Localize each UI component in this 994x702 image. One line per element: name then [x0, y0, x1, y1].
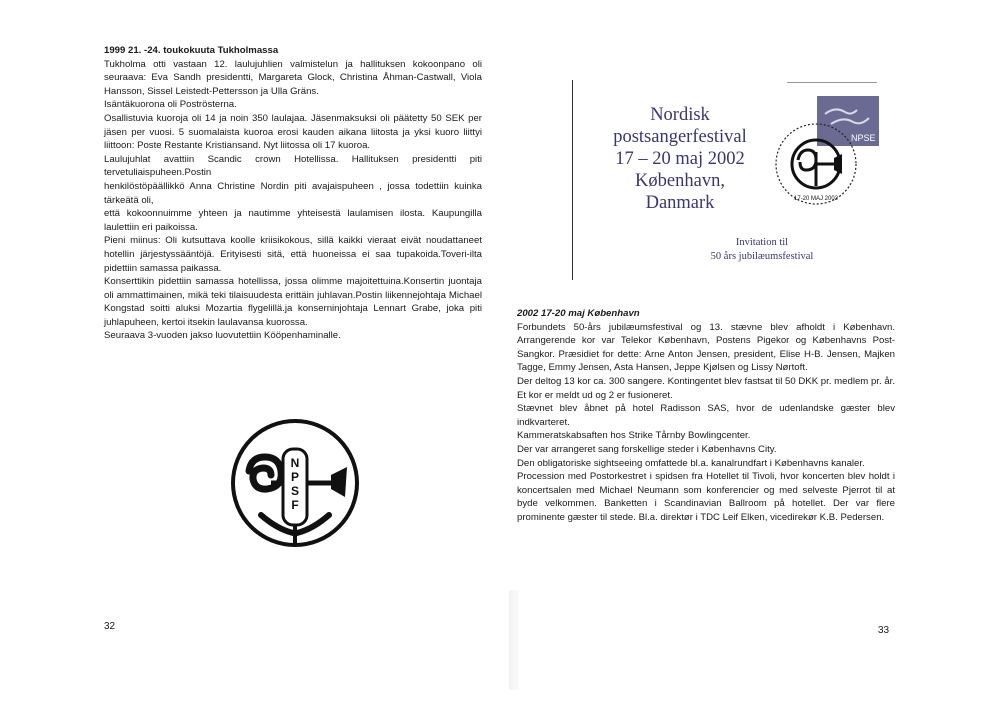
logo-letter: N [290, 456, 300, 470]
section-heading-1999: 1999 21. -24. toukokuuta Tukholmassa [104, 45, 279, 56]
paragraph: Tukholma otti vastaan 12. laulujuhlien valmistelun ja hallituksen kokoonpano oli seuraava: Eva Sandh presidentti, Margareta Glock, Christina Åhman-Castwall, Viola Hansson, Sissel Leistedt-Pettersson ja Ulla Gräns. [104, 58, 482, 97]
right-page [497, 0, 994, 702]
invitation-card [572, 80, 893, 280]
card-top-line [787, 82, 877, 83]
paragraph: Kammeratskabsaften hos Strike Tårnby Bowlingcenter. [517, 430, 751, 442]
stamp-text: NPSE [851, 133, 876, 143]
paragraph: Isäntäkuorona oli Poströsterna. [104, 99, 237, 111]
paragraph: että kokoonnuimme yhteen ja nautimme yhteisestä laulamisen ilosta. Kaupungilla laulettiin eri paikoissa. [104, 208, 482, 233]
card-title [596, 104, 764, 214]
paragraph: Pieni miinus: Oli kutsuttava koolle kriisikokous, sillä kaikki vieraat eivät noudattaneet hotellin järjestyssääntöjä. Erityisesti sitä, että huoneissa ei saa tupakoida.Toveri-ilta pidettiin samassa paikassa. [104, 235, 482, 274]
paragraph: Laulujuhlat avattiin Scandic crown Hotellissa. Hallituksen presidentti piti tervetuliaispuheen.Postin [104, 153, 482, 179]
card-edge [572, 80, 573, 280]
right-text-block [517, 307, 895, 525]
page-shadow [509, 590, 519, 690]
logo-letter: F [291, 498, 299, 512]
paragraph: Der deltog 13 kor ca. 300 sangere. Kontingentet blev fastsat til 50 DKK pr. medlem pr. år. Et kor er meldt ud og 2 er fusioneret. [517, 375, 895, 401]
left-text-block [104, 44, 482, 343]
paragraph: Procession med Postorkestret i spidsen fra Hotellet til Tivoli, hvor koncerten blev holdt i koncertsalen med Michael Neumann som konferencier og med selveste Pjerrot til at byde velkommen. Banketten i Scandinavian Ballroom på hotellet. Der var flere prominente gæster til stede. Bl.a. direktør i TDC Leif Elken, vicedirekør K.B. Pedersen. [517, 471, 895, 523]
paragraph: Seuraava 3-vuoden jakso luovutettiin Kööpenhaminalle. [104, 330, 341, 342]
page-number: 33 [878, 625, 890, 636]
card-title-line: Nordisk [650, 105, 710, 125]
paragraph: Den obligatoriske sightseeing omfattede bl.a. kanalrundfart i Københavns kanaler. [517, 457, 865, 469]
card-invitation-text [682, 236, 842, 264]
card-title-line: 17 – 20 maj 2002 [615, 149, 745, 169]
card-invite-line: Invitation til [735, 237, 789, 248]
paragraph: Forbundets 50-års jubilæumsfestival og 13. stævne blev afholdt i København. Arrangerende kor var Telekor København, Postens Pigekor og Københavns Post-Sangkor. Præsidiet for dette: Arne Anton Jensen, president, Elise H-B. Jensen, Majken Tagge, Emmy Jensen, Asta Hansen, Jeppe Kjølsen og Lissy Nørtoft. [517, 321, 895, 374]
paragraph: Der var arrangeret sang forskellige steder i Københavns City. [517, 443, 777, 455]
npsf-logo [227, 419, 363, 549]
postmark [772, 120, 860, 208]
logo-letter: S [290, 484, 300, 498]
logo-letter: P [290, 470, 300, 484]
card-title-line: København, [635, 171, 725, 191]
paragraph: Osallistuvia kuoroja oli 14 ja noin 350 laulajaa. Jäsenmaksuksi oli päätetty 50 SEK per jäsen per vuosi. 5 suomalaista kuoroa erosi kauden aikana liitosta ja yksi kuoro liittyi liittoon: Poste Restante Kristiansand. Nyt liitossa oli 17 kuoroa. [104, 112, 482, 152]
postmark-date: 17-20 MAJ 2002 [793, 196, 839, 202]
page-number: 32 [104, 621, 116, 632]
card-invite-line: 50 års jubilæumsfestival [710, 251, 814, 262]
card-title-line: postsangerfestival [613, 127, 747, 147]
paragraph: henkilöstöpäällikkö Anna Christine Nordin piti avajaispuheen , jossa todettiin kuinka tärkeätä oli, [104, 180, 482, 206]
card-title-line: Danmark [645, 193, 715, 213]
paragraph: Stævnet blev åbnet på hotel Radisson SAS, hvor de udenlandske gæster blev indkvarteret. [517, 403, 895, 428]
section-heading-2002: 2002 17-20 maj København [517, 308, 640, 319]
paragraph: Konserttikin pidettiin samassa hotellissa, jossa olimme majoitettuina.Konsertin juontaja oli ammattimainen, mikä teki tilaisuudesta erittäin juhlavan.Postin liikennejohtaja Michael Kongstad soitti aluksi Mozartia flygelillä.ja konserninjohtaja Lennart Grabe, joka piti juhlapuheen, kertoi itsekin laulavansa kuorossa. [104, 276, 482, 328]
